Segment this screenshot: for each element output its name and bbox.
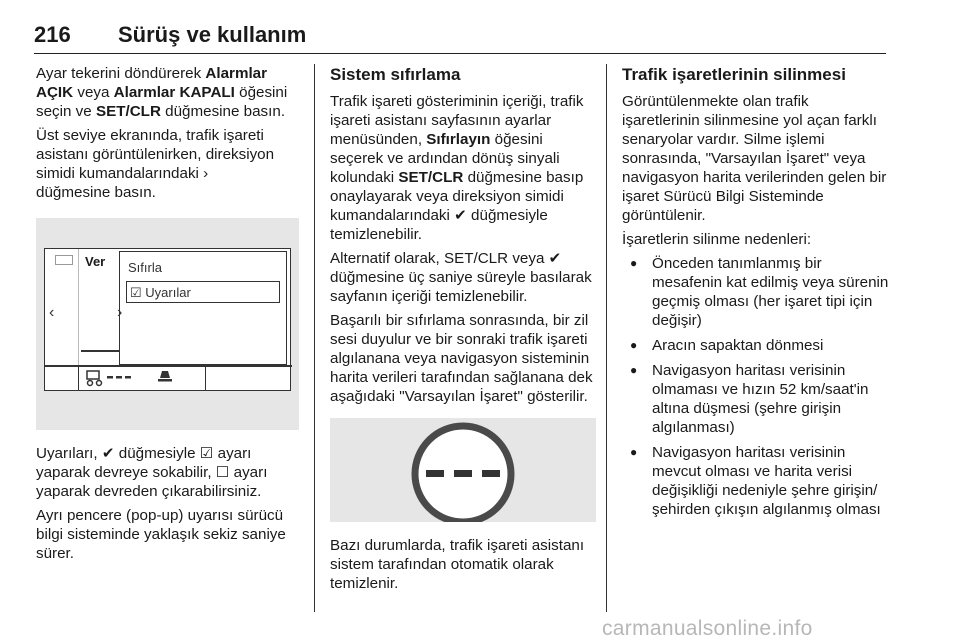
list-item: ● Önceden tanımlanmış bir mesafenin kat edilmiş veya sürenin geçmiş olması (her işaret tipi için değişir) bbox=[630, 254, 890, 330]
paragraph: Görüntülenmekte olan trafik işaretlerinin silinmesine yol açan farklı senaryolar vardır. Silme işlemi sonrasında, "Varsayılan İşaret" veya navigasyon harita verilerinden gelen bir işaret Sürücü Bilgi Sisteminde görüntülenir. bbox=[622, 93, 887, 224]
paragraph: Uyarıları, ✔ düğmesiyle ☑ ayarı yaparak devreye sokabilir, ☐ ayarı yaparak devreden çıkarabilirsiniz. bbox=[36, 445, 268, 500]
settings-menu bbox=[119, 251, 287, 365]
column-divider-2 bbox=[606, 64, 607, 612]
chevron-right-icon: › bbox=[117, 304, 123, 321]
menu-item-warnings: ☑ Uyarılar bbox=[130, 285, 191, 300]
display-screen bbox=[44, 248, 291, 391]
column-1 bbox=[36, 64, 300, 568]
default-sign-figure bbox=[330, 418, 596, 522]
section-title: Sürüş ve kullanım bbox=[118, 22, 307, 47]
tab-label: Ver bbox=[85, 254, 106, 269]
chevron-left-icon: ‹ bbox=[49, 304, 55, 321]
paragraph: Trafik işareti gösteriminin içeriği, trafik işareti asistanı sayfasının ayarlar menüsünden, Sıfırlayın öğesini seçerek ve ardından dönüş sinyali kolundaki SET/CLR düğmesine basıp onaylayarak veya direksiyon simidi kumandalarındaki ✔ düğmesiyle temizlenebilir. bbox=[330, 93, 584, 243]
list-item: ● Navigasyon haritası verisinin mevcut olması ve harita verisi değişikliği nedeniyle şehre girişin/şehirden çıkışın algılanmış olması bbox=[630, 443, 890, 519]
heading-system-reset: Sistem sıfırlama bbox=[330, 65, 461, 84]
settings-screen-figure bbox=[36, 218, 299, 430]
page-header bbox=[34, 14, 886, 54]
paragraph: Ayar tekerini döndürerek Alarmlar AÇIK veya Alarmlar KAPALI öğesini seçin ve SET/CLR düğmesine basın. bbox=[36, 65, 288, 120]
chevron-right-icon: › bbox=[203, 165, 209, 182]
list-item: ● Navigasyon haritası verisinin olmaması ve hızın 52 km/saat'in altına düşmesi (şehre girişin algılanması) bbox=[630, 361, 890, 437]
paragraph: Ayrı pencere (pop-up) uyarısı sürücü bilgi sisteminde yaklaşık sekiz saniye sürer. bbox=[36, 507, 286, 562]
column-2 bbox=[330, 64, 596, 598]
paragraph: İşaretlerin silinme nedenleri: bbox=[622, 231, 812, 248]
list-item: ● Aracın sapaktan dönmesi bbox=[630, 336, 890, 355]
tab-icon bbox=[55, 255, 73, 265]
column-divider-1 bbox=[314, 64, 315, 612]
default-sign-icon bbox=[330, 418, 596, 522]
paragraph: Bazı durumlarda, trafik işareti asistanı sistem tarafından otomatik olarak temizlenir. bbox=[330, 537, 585, 592]
heading-sign-deletion: Trafik işaretlerinin silinmesi bbox=[622, 65, 846, 84]
dash-sign-icon bbox=[107, 373, 131, 381]
paragraph: Başarılı bir sıfırlama sonrasında, bir zil sesi duyulur ve bir sonraki trafik işareti algılanana veya navigasyon sisteminin harita verileri tarafından sağlanana dek aşağıdaki "Varsayılan İşaret" gösterilir. bbox=[330, 312, 593, 405]
vehicle-ahead-icon bbox=[157, 368, 173, 384]
menu-item-reset: Sıfırla bbox=[128, 260, 162, 275]
paragraph: Alternatif olarak, SET/CLR veya ✔ düğmesine üç saniye süreyle basılarak sayfanın içeriği temizlenebilir. bbox=[330, 250, 592, 305]
page-number: 216 bbox=[34, 22, 71, 47]
paragraph: Üst seviye ekranında, trafik işareti asistanı görüntülenirken, direksiyon simidi kumandalarındaki › düğmesine basın. bbox=[36, 127, 275, 201]
traffic-sign-camera-icon bbox=[85, 369, 107, 387]
watermark: carmanualsonline.info bbox=[602, 617, 813, 640]
column-3 bbox=[622, 64, 890, 525]
bullet-list bbox=[630, 254, 890, 519]
